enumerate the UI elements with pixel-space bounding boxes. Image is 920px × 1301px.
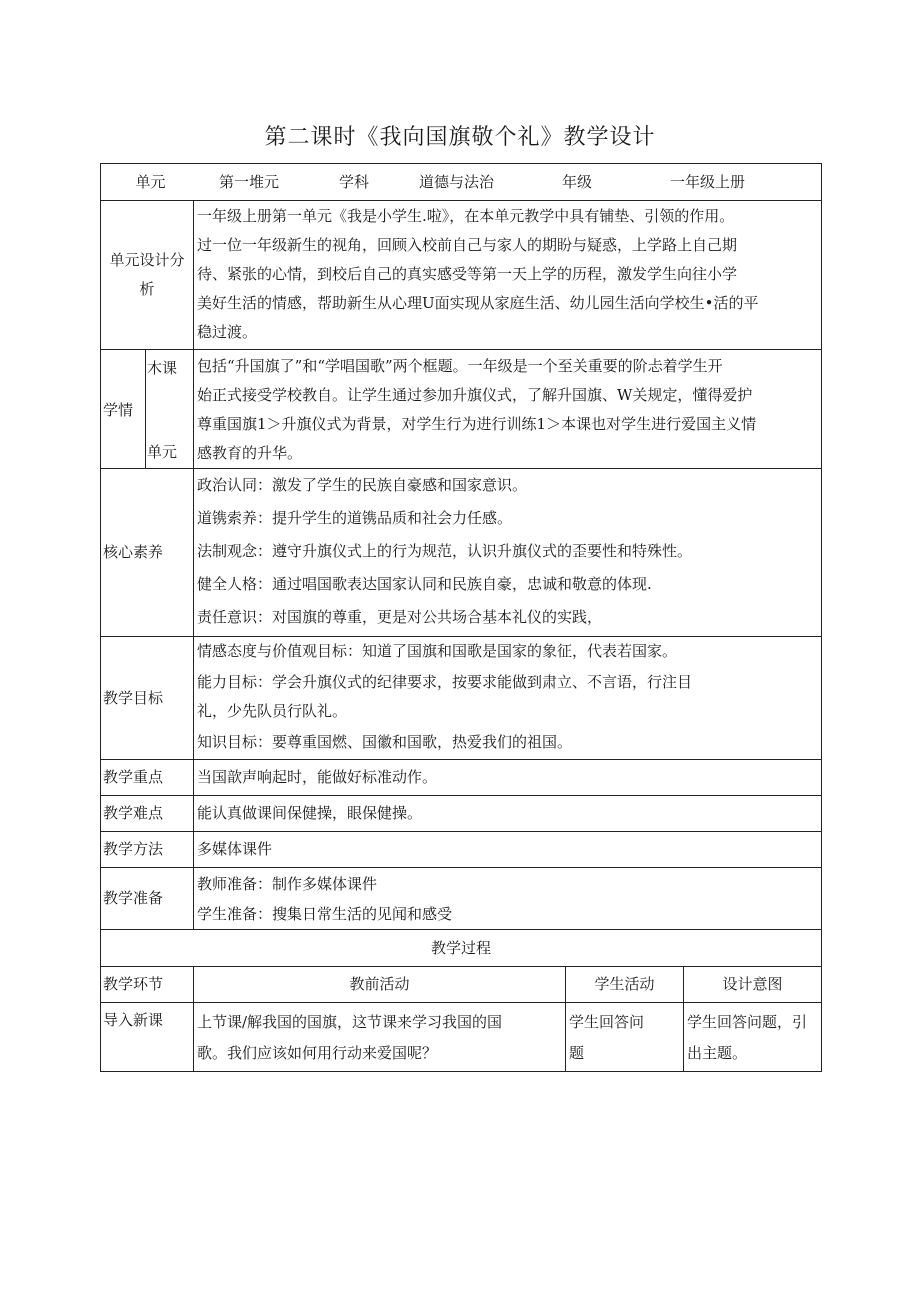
teaching-goals-label: 教学目标: [101, 637, 194, 760]
unit-value: 第一堆元: [219, 172, 280, 191]
learning-sub-unit: 单元: [147, 443, 178, 461]
learning-label: 学情: [103, 401, 134, 419]
method-row: [101, 832, 822, 868]
key-point-text: 当国歆声响起时，能做好标准动作。: [194, 760, 822, 796]
process-header: 教学过程: [101, 930, 822, 967]
process-stage: 导入新课: [101, 1003, 194, 1072]
method-text: 多媒体课件: [194, 832, 822, 868]
difficulty-label: 教学难点: [101, 796, 194, 832]
unit-analysis-label: 单元设计分 析: [101, 201, 194, 350]
difficulty-text: 能认真做课间保健操，眼保健操。: [194, 796, 822, 832]
col-student: 学生活动: [566, 967, 684, 1003]
subject-value: 道德与法治: [419, 172, 495, 191]
unit-analysis-row: [101, 201, 822, 350]
process-header-row: [101, 930, 822, 967]
unit-label: 单元: [135, 172, 166, 191]
teaching-goals-row: [101, 637, 822, 760]
core-literacy-text: 政治认同：激发了学生的民族自豪感和国家意识。 道镌索养：提升学生的道镌品质和社会力任感。 法制观念：遵守升旗仪式上的行为规范，认识升旗仪式的歪要性和特殊性。 健全人格：通过唱国歌表达国家认同和民族自豪，忠诚和敬意的体现. 责任意识：对国旗的尊重，更是对公共场合基本礼仪的实践，: [194, 469, 822, 637]
learning-situation-text: 包括“升国旗了”和“学唱国歌”两个框题。一年级是一个至关重要的阶忐着学生开 始正式接受学校教自。让学生通过参加升旗仪式，了解升国旗、W关规定，懂得爱护 尊重国旗1＞升旗仪式为背景，对学生行为进行训练1＞本课也对学生进行爱国主义情 感教育的升华。: [194, 350, 822, 469]
page-title: 第二课时《我向国旗敬个礼》教学设计: [264, 125, 656, 150]
lesson-plan-table: [100, 163, 822, 1072]
difficulty-row: [101, 796, 822, 832]
unit-info-row: [101, 164, 822, 201]
method-label: 教学方法: [101, 832, 194, 868]
grade-label: 年级: [562, 172, 593, 191]
preparation-row: [101, 868, 822, 930]
process-student: 学生回答问 题: [566, 1003, 684, 1072]
core-literacy-row: [101, 469, 822, 637]
learning-sub-lesson: 木课: [147, 359, 178, 377]
grade-value: 一年级上册: [670, 172, 746, 191]
process-teacher: 上节课/解我国的国旗，这节课来学习我国的国 歌。我们应该如何用行动来爱国呢？: [194, 1003, 566, 1072]
process-columns-row: [101, 967, 822, 1003]
subject-label: 学科: [339, 172, 370, 191]
key-point-row: [101, 760, 822, 796]
preparation-text: 教师准备：制作多媒体课件 学生准备：搜集日常生活的见闻和感受: [194, 868, 822, 930]
core-literacy-label: 核心素养: [101, 469, 194, 637]
col-teacher: 教前活动: [194, 967, 566, 1003]
col-stage: 教学环节: [101, 967, 194, 1003]
process-intent: 学生回答问题，引 出主题。: [684, 1003, 822, 1072]
key-point-label: 教学重点: [101, 760, 194, 796]
process-row: [101, 1003, 822, 1072]
unit-analysis-text: 一年级上册第一单元《我是小学生.啦》，在本单元教学中具有铺垫、引领的作用。 过一位一年级新生的视角，回顾入校前自己与家人的期盼与疑惑，上学路上自己期 待、紧张的心情，到校后自己的真实感受等第一天上学的历程，激发学生向往小学 美好生活的情感，帮助新生从心理U面实现从家庭生活、幼儿园生活向学校生•活的平 稳过渡。: [194, 201, 822, 350]
preparation-label: 教学准备: [101, 868, 194, 930]
learning-situation-label: [101, 350, 194, 469]
col-intent: 设计意图: [684, 967, 822, 1003]
learning-situation-row: [101, 350, 822, 469]
teaching-goals-text: 情感态度与价值观目标：知道了国旗和国歌是国家的象征，代表若国家。 能力目标：学会升旗仪式的纪律要求，按要求能做到肃立、不言语，行注目 礼，少先队员行队礼。 知识目标：要尊重国燃、国徽和国歌，热爱我们的祖国。: [194, 637, 822, 760]
